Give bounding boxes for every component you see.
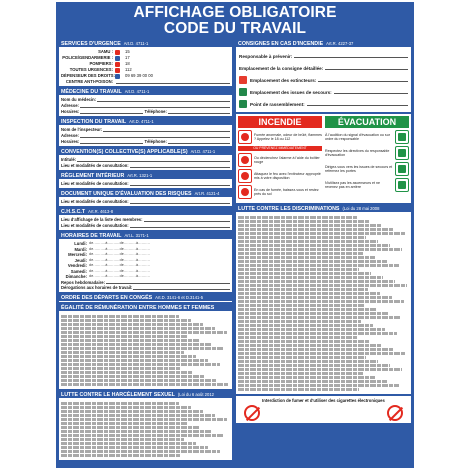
medecine-section	[59, 88, 232, 116]
incendie-item	[238, 153, 322, 167]
text-line	[238, 352, 406, 355]
form-row: Adresse:	[61, 133, 230, 139]
form-row: Nom de l'inspecteur:	[61, 127, 230, 133]
rassemblement-icon	[239, 100, 247, 108]
text-line	[238, 348, 394, 351]
inspection-box	[59, 126, 232, 146]
issue-secours-icon	[239, 88, 247, 96]
text-line	[61, 363, 220, 366]
text-line	[238, 376, 375, 379]
text-line	[238, 360, 378, 363]
day-label: Mardi:	[74, 246, 87, 252]
discrimination-text	[236, 213, 411, 394]
text-line	[238, 340, 370, 343]
document-unique-box	[59, 198, 232, 206]
evacuation-pictogram-icon	[395, 178, 409, 192]
text-line	[238, 236, 366, 239]
document-unique-section	[59, 190, 232, 206]
text-line	[238, 292, 380, 295]
conventions-box	[59, 156, 232, 170]
time-slots[interactable]: de..........à..........de..........à..........	[89, 257, 151, 262]
text-line	[61, 410, 203, 413]
text-line	[61, 351, 184, 354]
text-line	[61, 323, 203, 326]
text-line	[238, 312, 388, 315]
evacuation-instruction: À l'audition du signal d'évacuation ou sur ordre du responsable	[325, 133, 390, 141]
incendie-pictogram-icon	[238, 130, 252, 144]
text-line	[61, 402, 179, 405]
text-line	[238, 252, 363, 255]
horaires-box	[59, 240, 232, 292]
fill-line[interactable]	[103, 128, 230, 132]
text-line	[238, 244, 390, 247]
text-line	[61, 406, 191, 409]
form-row: Lieu et modalités de consultation:	[61, 181, 230, 187]
text-line	[61, 450, 220, 453]
urgence-header: SERVICES D'URGENCE Art.D. 4711-1	[59, 40, 232, 48]
day-label: Mercredi:	[68, 252, 87, 257]
police-icon	[115, 56, 120, 61]
evacuation-pictogram-icon	[395, 146, 409, 160]
fill-line[interactable]	[106, 280, 230, 284]
consigne-label: Responsable à prévenir:	[239, 53, 293, 59]
text-line	[61, 383, 228, 386]
consigne-label: Emplacement de la consigne détaillée:	[239, 65, 324, 71]
text-line	[61, 371, 193, 374]
extra-label: Repos hebdomadaire:	[61, 279, 105, 285]
egalite-text	[59, 312, 232, 389]
extincteur-icon	[239, 76, 247, 84]
reglement-header: RÈGLEMENT INTÉRIEUR Art.R. 1321-1	[59, 172, 232, 180]
text-line	[238, 272, 371, 275]
text-line	[238, 240, 378, 243]
title-line2: CODE DU TRAVAIL	[163, 20, 307, 37]
text-line	[61, 438, 184, 441]
fill-line[interactable]	[80, 140, 142, 144]
text-line	[238, 328, 385, 331]
poster-title	[56, 2, 414, 42]
time-slots[interactable]: de..........à..........de..........à..........	[89, 246, 151, 251]
urgence-number: 112	[125, 67, 132, 72]
text-line	[238, 232, 406, 235]
text-line	[238, 264, 399, 267]
conventions-section	[59, 148, 232, 170]
fill-line[interactable]	[97, 98, 230, 102]
urgence-box	[59, 48, 232, 86]
text-line	[238, 336, 358, 339]
text-line	[238, 356, 366, 359]
urgence-label: SAMU :	[98, 49, 113, 54]
text-line	[61, 446, 208, 449]
text-line	[238, 304, 365, 307]
form-row	[61, 285, 230, 291]
form-row	[239, 98, 408, 110]
fill-line[interactable]	[130, 182, 230, 186]
text-line	[61, 426, 200, 429]
incendie-title: INCENDIE	[238, 116, 322, 128]
fill-line[interactable]	[80, 134, 230, 138]
text-line	[238, 224, 382, 227]
time-slots[interactable]: de..........à..........de..........à..........	[89, 263, 151, 267]
day-label: Jeudi:	[74, 257, 87, 263]
text-line	[238, 344, 382, 347]
form-row	[61, 79, 230, 85]
form-row	[239, 50, 408, 62]
incendie-item	[238, 185, 322, 199]
time-slots[interactable]: de..........à..........de..........à..........	[89, 241, 151, 245]
form-row: Nom du médecin:	[61, 97, 230, 103]
departs-header: ORDRE DES DÉPARTS EN CONGÉS Art.D. 3141-6 et D.3141-5	[59, 294, 232, 302]
time-slots[interactable]: de..........à..........de..........à..........	[89, 274, 151, 278]
reglement-box	[59, 180, 232, 188]
incendie-instruction: Fumée anormale, odeur de brûlé, flammes ? Appelez le 18 ou 112	[254, 133, 322, 141]
egalite-header: ÉGALITÉ DE RÉMUNÉRATION ENTRE HOMMES ET FEMMES	[59, 304, 232, 312]
text-line	[61, 327, 215, 330]
consigne-label: Point de rassemblement:	[250, 101, 305, 107]
incendie-item	[238, 130, 322, 144]
evacuation-item	[325, 178, 409, 192]
fill-line[interactable]	[80, 104, 230, 108]
fill-line[interactable]	[130, 164, 230, 168]
tabac-icons	[236, 403, 411, 421]
form-row: Lieu et modalités de consultation:	[61, 163, 230, 169]
text-line	[61, 367, 181, 370]
fill-line[interactable]	[294, 54, 408, 58]
text-line	[238, 280, 395, 283]
text-line	[61, 355, 196, 358]
form-row	[239, 62, 408, 74]
form-row	[239, 74, 408, 86]
text-line	[238, 332, 397, 335]
incendie-pictogram-icon	[238, 185, 252, 199]
incendie-instruction: En cas de fumée, baissez-vous et restez près du sol	[254, 188, 319, 196]
form-row: Lieu et modalités de consultation:	[61, 199, 230, 205]
fill-line[interactable]	[144, 218, 230, 222]
text-line	[61, 335, 188, 338]
text-line	[61, 347, 223, 350]
time-slots[interactable]: de..........à..........de..........à..........	[89, 268, 151, 273]
text-line	[238, 320, 361, 323]
urgence-label: CENTRE ANTI-POISON:	[65, 79, 113, 84]
horaires-header: HORAIRES DE TRAVAIL Art.L. 3171-1	[59, 232, 232, 240]
reglement-section	[59, 172, 232, 188]
text-line	[238, 268, 359, 271]
fill-line[interactable]	[80, 110, 142, 114]
consignes-section	[236, 40, 411, 112]
urgence-number: 09 69 39 00 00	[125, 73, 153, 78]
text-line	[61, 375, 205, 378]
fill-line[interactable]	[77, 158, 230, 162]
day-label: Samedi:	[70, 268, 87, 274]
text-line	[61, 359, 208, 362]
text-line	[238, 364, 390, 367]
evacuation-item	[325, 162, 409, 176]
chsct-header: C.H.S.C.T Art.R. 4613-8	[59, 208, 232, 216]
evacuation-instruction: Respectez les directives du responsable d'évacuation	[325, 149, 390, 157]
day-label: Vendredi:	[67, 263, 87, 268]
evacuation-instruction: N'utilisez pas les ascenseurs et ne revenez pas en arrière	[325, 181, 381, 189]
incendie-pictogram-icon	[238, 153, 252, 167]
text-line	[238, 388, 359, 391]
urgence-label: TOUTES URGENCES:	[69, 67, 113, 72]
evacuation-pictogram-icon	[395, 130, 409, 144]
text-line	[238, 380, 387, 383]
urgence-section	[59, 40, 232, 86]
text-line	[61, 422, 188, 425]
text-line	[61, 430, 211, 433]
extra-label: Dérogations aux horaires de travail:	[61, 285, 133, 290]
form-row: Horaires: Téléphone:	[61, 109, 230, 115]
departs-section	[59, 294, 232, 302]
chsct-section	[59, 208, 232, 230]
consignes-header: CONSIGNES EN CAS D'INCENDIE Art.R. 4227-37	[236, 40, 411, 48]
urgence-number: 18	[125, 61, 130, 66]
fill-line[interactable]	[133, 286, 230, 290]
text-line	[61, 331, 227, 334]
text-line	[238, 284, 407, 287]
consigne-label: Emplacement des extincteurs:	[250, 77, 317, 83]
chsct-box	[59, 216, 232, 230]
form-row	[239, 86, 408, 98]
text-line	[61, 343, 211, 346]
text-line	[238, 288, 368, 291]
fill-line[interactable]	[168, 110, 230, 114]
egalite-section	[59, 304, 232, 389]
discrimination-section	[236, 205, 411, 394]
left-column	[59, 40, 232, 462]
evacuation-title: ÉVACUATION	[325, 116, 409, 128]
form-row: Horaires: Téléphone:	[61, 139, 230, 145]
consignes-box	[236, 48, 411, 112]
samu-icon	[115, 50, 120, 55]
text-line	[61, 379, 216, 382]
incendie-instruction: Attaquez le feu avec l'extincteur approprié mis à votre disposition	[254, 172, 321, 180]
medecine-header: MÉDECINE DU TRAVAIL Art.D. 4711-1	[59, 88, 232, 96]
text-line	[238, 220, 370, 223]
urgences-icon	[115, 68, 120, 73]
document-unique-header: DOCUMENT UNIQUE D'ÉVALUATION DES RISQUES Art.R. 4121-4	[59, 190, 232, 198]
text-line	[238, 324, 373, 327]
text-line	[238, 276, 383, 279]
discrimination-header: LUTTE CONTRE LES DISCRIMINATIONS (Loi du 28 mai 2008	[236, 205, 411, 213]
inspection-header: INSPECTION DU TRAVAIL Art.D. 4711-1	[59, 118, 232, 126]
urgence-label: DÉFENSEUR DES DROITS:	[61, 73, 115, 78]
text-line	[238, 228, 394, 231]
text-line	[238, 316, 400, 319]
text-line	[61, 319, 191, 322]
text-line	[238, 260, 387, 263]
fill-line[interactable]	[116, 80, 230, 84]
inspection-section	[59, 118, 232, 146]
pompiers-icon	[115, 62, 120, 67]
medecine-box	[59, 96, 232, 116]
evacuation-column	[325, 116, 409, 201]
urgence-label: POMPIERS:	[89, 61, 113, 66]
right-column	[236, 40, 411, 423]
conventions-header: CONVENTION(S) COLLECTIVE(S) APPLICABLE(S) Art.D. 4711-1	[59, 148, 232, 156]
fill-line[interactable]	[168, 140, 230, 144]
text-line	[238, 372, 363, 375]
text-line	[61, 418, 227, 421]
text-line	[238, 216, 358, 219]
day-label: Dimanche:	[65, 274, 87, 279]
evacuation-instruction: Dirigez-vous vers les issues de secours et refermez les portes	[325, 165, 393, 173]
text-line	[61, 315, 179, 318]
text-line	[61, 442, 196, 445]
incendie-item	[238, 169, 322, 183]
no-smoking-icon	[244, 405, 260, 421]
horaires-section	[59, 232, 232, 292]
form-row: Lieu d'affichage de la liste des membres:	[61, 217, 230, 223]
title-line1: AFFICHAGE OBLIGATOIRE	[133, 4, 337, 21]
urgence-number: 17	[125, 55, 130, 60]
text-line	[61, 434, 223, 437]
defenseur-icon	[115, 74, 120, 79]
incendie-instruction: Ou déclenchez l'alarme à l'aide du boîtier rouge	[254, 156, 320, 164]
tabac-title: Interdiction de fumer et d'utiliser des cigarettes électroniques	[262, 398, 385, 403]
harcelement-text	[59, 399, 232, 460]
harcelement-header: LUTTE CONTRE LE HARCÈLEMENT SEXUEL (Loi du 6 août 2012	[59, 391, 232, 399]
text-line	[238, 248, 402, 251]
consigne-label: Emplacement des issues de secours:	[250, 89, 332, 95]
text-line	[238, 368, 402, 371]
fill-line[interactable]	[307, 102, 408, 106]
incendie-evacuation-panel	[236, 114, 411, 203]
text-line	[61, 339, 200, 342]
text-line	[238, 308, 377, 311]
day-label: Lundi:	[74, 241, 87, 246]
incendie-band: OU PRÉVENEZ IMMÉDIATEMENT	[238, 146, 322, 151]
form-row: Intitulé:	[61, 157, 230, 163]
evacuation-pictogram-icon	[395, 162, 409, 176]
text-line	[238, 296, 392, 299]
urgence-number: 15	[125, 49, 130, 54]
urgence-label: POLICE/GENDARMERIE :	[62, 55, 113, 60]
poster	[56, 2, 414, 468]
harcelement-section	[59, 391, 232, 460]
fill-line[interactable]	[130, 224, 230, 228]
tabac-panel	[236, 396, 411, 423]
form-row: Adresse:	[61, 103, 230, 109]
incendie-column	[238, 116, 322, 201]
text-line	[61, 454, 181, 457]
form-row: Lieu et modalités de consultation:	[61, 223, 230, 229]
fill-line[interactable]	[325, 66, 408, 70]
time-slots[interactable]: de..........à..........de..........à..........	[89, 252, 151, 256]
text-line	[238, 384, 399, 387]
incendie-pictogram-icon	[238, 169, 252, 183]
no-ecigarette-icon	[387, 405, 403, 421]
fill-line[interactable]	[130, 200, 230, 204]
text-line	[61, 414, 215, 417]
fill-line[interactable]	[334, 90, 408, 94]
text-line	[238, 256, 375, 259]
fill-line[interactable]	[318, 78, 408, 82]
text-line	[238, 300, 404, 303]
evacuation-item	[325, 130, 409, 144]
evacuation-item	[325, 146, 409, 160]
